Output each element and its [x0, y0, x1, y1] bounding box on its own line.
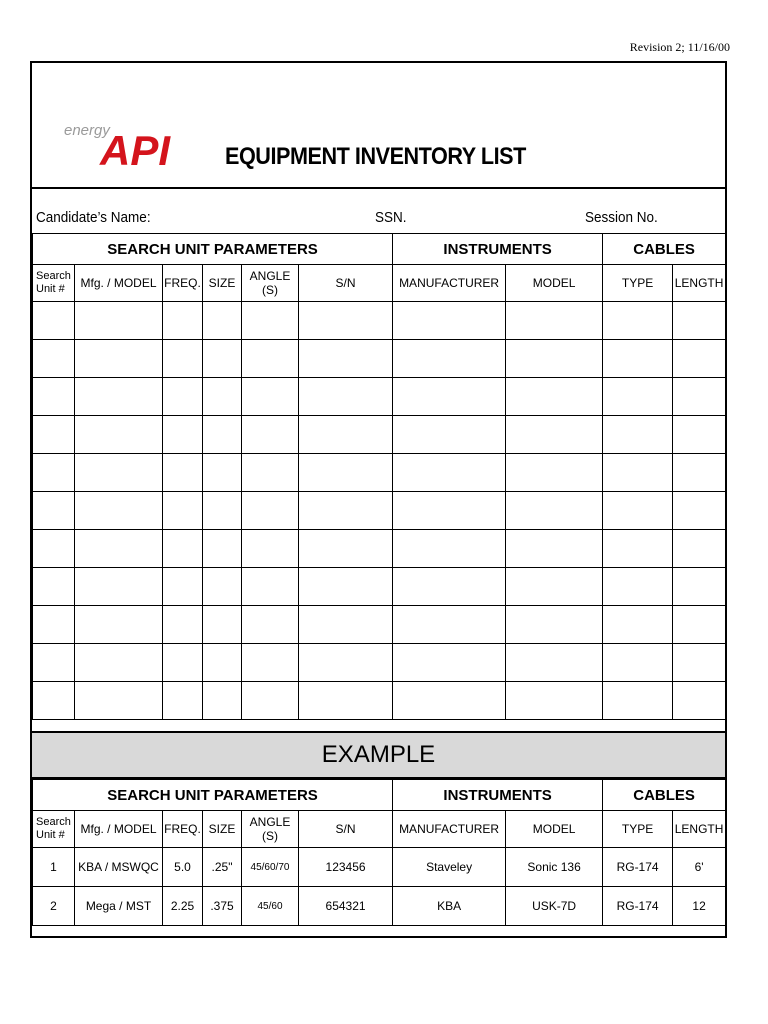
col-header: TYPE — [603, 265, 673, 302]
entry-cell[interactable] — [603, 644, 673, 682]
cell: 654321 — [299, 887, 393, 926]
entry-cell[interactable] — [242, 340, 299, 378]
entry-cell[interactable] — [163, 302, 203, 340]
entry-cell[interactable] — [673, 530, 726, 568]
entry-cell[interactable] — [673, 454, 726, 492]
col-header: SIZE — [203, 265, 242, 302]
entry-cell[interactable] — [299, 340, 393, 378]
cell: KBA / MSWQC — [75, 848, 163, 887]
entry-cell[interactable] — [75, 644, 163, 682]
entry-cell[interactable] — [33, 568, 75, 606]
entry-row — [33, 682, 726, 720]
col-header: Mfg. / MODEL — [75, 811, 163, 848]
entry-cell[interactable] — [603, 378, 673, 416]
entry-cell[interactable] — [163, 340, 203, 378]
entry-cell[interactable] — [299, 378, 393, 416]
entry-cell[interactable] — [603, 492, 673, 530]
entry-cell[interactable] — [203, 644, 242, 682]
example-row — [33, 848, 726, 887]
cables-group: CABLES — [603, 780, 726, 811]
cell: 45/60/70 — [242, 848, 299, 887]
logo-energy-text: energy — [64, 122, 110, 139]
entry-cell[interactable] — [393, 644, 506, 682]
entry-cell[interactable] — [603, 416, 673, 454]
entry-cell[interactable] — [506, 606, 603, 644]
entry-cell[interactable] — [393, 492, 506, 530]
entry-row — [33, 568, 726, 606]
example-group-header-row — [33, 780, 726, 811]
logo-brand-text: API — [100, 127, 171, 173]
col-header: ANGLE (S) — [242, 811, 299, 848]
api-logo — [62, 113, 202, 173]
entry-cell[interactable] — [506, 492, 603, 530]
example-label: EXAMPLE — [321, 741, 436, 768]
entry-cell[interactable] — [163, 416, 203, 454]
entry-cell[interactable] — [299, 568, 393, 606]
entry-cell[interactable] — [203, 378, 242, 416]
entry-cell[interactable] — [506, 454, 603, 492]
entry-cell[interactable] — [163, 644, 203, 682]
entry-cell[interactable] — [242, 568, 299, 606]
col-header: MANUFACTURER — [393, 811, 506, 848]
entry-cell[interactable] — [603, 530, 673, 568]
entry-cell[interactable] — [393, 682, 506, 720]
entry-cell[interactable] — [33, 302, 75, 340]
entry-cell[interactable] — [203, 682, 242, 720]
col-header: FREQ. — [163, 811, 203, 848]
entry-cell[interactable] — [75, 302, 163, 340]
cell: 123456 — [299, 848, 393, 887]
cell: USK-7D — [506, 887, 603, 926]
cables-group: CABLES — [603, 234, 726, 265]
entry-cell[interactable] — [673, 606, 726, 644]
form-header — [32, 63, 725, 189]
entry-cell[interactable] — [393, 454, 506, 492]
col-header: MANUFACTURER — [393, 265, 506, 302]
entry-cell[interactable] — [673, 416, 726, 454]
entry-cell[interactable] — [673, 378, 726, 416]
entry-cell[interactable] — [299, 492, 393, 530]
cell: Sonic 136 — [506, 848, 603, 887]
entry-cell[interactable] — [299, 644, 393, 682]
col-header: Search Unit # — [33, 265, 75, 302]
col-header: Search Unit # — [33, 811, 75, 848]
entry-cell[interactable] — [203, 302, 242, 340]
entry-row — [33, 644, 726, 682]
example-row — [33, 887, 726, 926]
entry-cell[interactable] — [299, 302, 393, 340]
col-header: SIZE — [203, 811, 242, 848]
entry-cell[interactable] — [506, 530, 603, 568]
entry-cell[interactable] — [506, 378, 603, 416]
entry-cell[interactable] — [33, 644, 75, 682]
cell: RG-174 — [603, 887, 673, 926]
entry-cell[interactable] — [75, 682, 163, 720]
col-header: TYPE — [603, 811, 673, 848]
entry-cell[interactable] — [75, 378, 163, 416]
entry-cell[interactable] — [242, 378, 299, 416]
cell: 6' — [673, 848, 726, 887]
page-title: EQUIPMENT INVENTORY LIST — [225, 143, 526, 170]
entry-cell[interactable] — [33, 492, 75, 530]
entry-cell[interactable] — [673, 302, 726, 340]
entry-row — [33, 454, 726, 492]
entry-cell[interactable] — [242, 606, 299, 644]
entry-cell[interactable] — [203, 340, 242, 378]
col-header: LENGTH — [673, 265, 726, 302]
col-header: ANGLE (S) — [242, 265, 299, 302]
entry-cell[interactable] — [506, 682, 603, 720]
col-header: MODEL — [506, 811, 603, 848]
search-unit-group: SEARCH UNIT PARAMETERS — [33, 780, 393, 811]
entry-row — [33, 606, 726, 644]
entry-cell[interactable] — [242, 644, 299, 682]
entry-cell[interactable] — [163, 454, 203, 492]
entry-cell[interactable] — [242, 492, 299, 530]
column-header-row — [33, 265, 726, 302]
entry-row — [33, 340, 726, 378]
entry-cell[interactable] — [603, 568, 673, 606]
entry-cell[interactable] — [163, 492, 203, 530]
inventory-table — [32, 233, 726, 720]
entry-cell[interactable] — [242, 416, 299, 454]
entry-cell[interactable] — [673, 682, 726, 720]
entry-cell[interactable] — [163, 378, 203, 416]
entry-cell[interactable] — [673, 492, 726, 530]
col-header: S/N — [299, 811, 393, 848]
entry-cell[interactable] — [299, 454, 393, 492]
entry-cell[interactable] — [506, 568, 603, 606]
entry-cell[interactable] — [673, 644, 726, 682]
instruments-group: INSTRUMENTS — [393, 234, 603, 265]
example-column-header-row — [33, 811, 726, 848]
entry-cell[interactable] — [242, 454, 299, 492]
entry-cell[interactable] — [33, 454, 75, 492]
cell: 2 — [33, 887, 75, 926]
entry-cell[interactable] — [242, 530, 299, 568]
entry-cell[interactable] — [33, 530, 75, 568]
cell: 5.0 — [163, 848, 203, 887]
entry-cell[interactable] — [203, 454, 242, 492]
ssn-label: SSN. — [375, 209, 407, 226]
entry-cell[interactable] — [33, 340, 75, 378]
cell: Staveley — [393, 848, 506, 887]
entry-cell[interactable] — [75, 340, 163, 378]
cell: 12 — [673, 887, 726, 926]
session-label: Session No. — [585, 209, 658, 226]
entry-cell[interactable] — [393, 378, 506, 416]
entry-cell[interactable] — [242, 302, 299, 340]
entry-cell[interactable] — [203, 606, 242, 644]
candidate-name-label: Candidate’s Name: — [36, 209, 151, 226]
col-header: Mfg. / MODEL — [75, 265, 163, 302]
entry-cell[interactable] — [506, 644, 603, 682]
entry-cell[interactable] — [393, 568, 506, 606]
entry-cell[interactable] — [163, 530, 203, 568]
entry-cell[interactable] — [299, 530, 393, 568]
example-table — [32, 779, 726, 926]
entry-cell[interactable] — [75, 606, 163, 644]
entry-row — [33, 302, 726, 340]
entry-cell[interactable] — [393, 416, 506, 454]
cell: .375 — [203, 887, 242, 926]
entry-cell[interactable] — [163, 568, 203, 606]
entry-row — [33, 378, 726, 416]
form-frame — [30, 61, 727, 938]
entry-cell[interactable] — [393, 340, 506, 378]
entry-cell[interactable] — [299, 682, 393, 720]
entry-cell[interactable] — [33, 416, 75, 454]
entry-cell[interactable] — [203, 530, 242, 568]
entry-cell[interactable] — [603, 682, 673, 720]
cell: Mega / MST — [75, 887, 163, 926]
search-unit-group: SEARCH UNIT PARAMETERS — [33, 234, 393, 265]
col-header: LENGTH — [673, 811, 726, 848]
instruments-group: INSTRUMENTS — [393, 780, 603, 811]
entry-cell[interactable] — [393, 530, 506, 568]
entry-cell[interactable] — [673, 340, 726, 378]
cell: .25" — [203, 848, 242, 887]
entry-cell[interactable] — [603, 340, 673, 378]
entry-cell[interactable] — [393, 302, 506, 340]
revision-label: Revision 2; 11/16/00 — [629, 40, 730, 54]
cell: KBA — [393, 887, 506, 926]
entry-cell[interactable] — [75, 568, 163, 606]
cell: 2.25 — [163, 887, 203, 926]
entry-row — [33, 492, 726, 530]
entry-cell[interactable] — [75, 530, 163, 568]
entry-cell[interactable] — [506, 416, 603, 454]
entry-cell[interactable] — [299, 606, 393, 644]
cell: 1 — [33, 848, 75, 887]
entry-cell[interactable] — [603, 454, 673, 492]
cell: RG-174 — [603, 848, 673, 887]
entry-cell[interactable] — [506, 302, 603, 340]
entry-cell[interactable] — [242, 682, 299, 720]
entry-cell[interactable] — [603, 606, 673, 644]
entry-cell[interactable] — [506, 340, 603, 378]
entry-cell[interactable] — [75, 416, 163, 454]
entry-cell[interactable] — [33, 378, 75, 416]
entry-cell[interactable] — [203, 492, 242, 530]
example-banner — [32, 731, 725, 779]
candidate-info-row — [32, 189, 725, 233]
entry-cell[interactable] — [673, 568, 726, 606]
entry-row — [33, 416, 726, 454]
col-header: FREQ. — [163, 265, 203, 302]
entry-cell[interactable] — [393, 606, 506, 644]
entry-cell[interactable] — [163, 682, 203, 720]
group-header-row — [33, 234, 726, 265]
cell: 45/60 — [242, 887, 299, 926]
col-header: S/N — [299, 265, 393, 302]
entry-cell[interactable] — [75, 454, 163, 492]
entry-row — [33, 530, 726, 568]
entry-cell[interactable] — [603, 302, 673, 340]
entry-cell[interactable] — [203, 416, 242, 454]
entry-cell[interactable] — [203, 568, 242, 606]
entry-cell[interactable] — [75, 492, 163, 530]
entry-cell[interactable] — [33, 606, 75, 644]
entry-cell[interactable] — [299, 416, 393, 454]
col-header: MODEL — [506, 265, 603, 302]
entry-cell[interactable] — [33, 682, 75, 720]
entry-cell[interactable] — [163, 606, 203, 644]
